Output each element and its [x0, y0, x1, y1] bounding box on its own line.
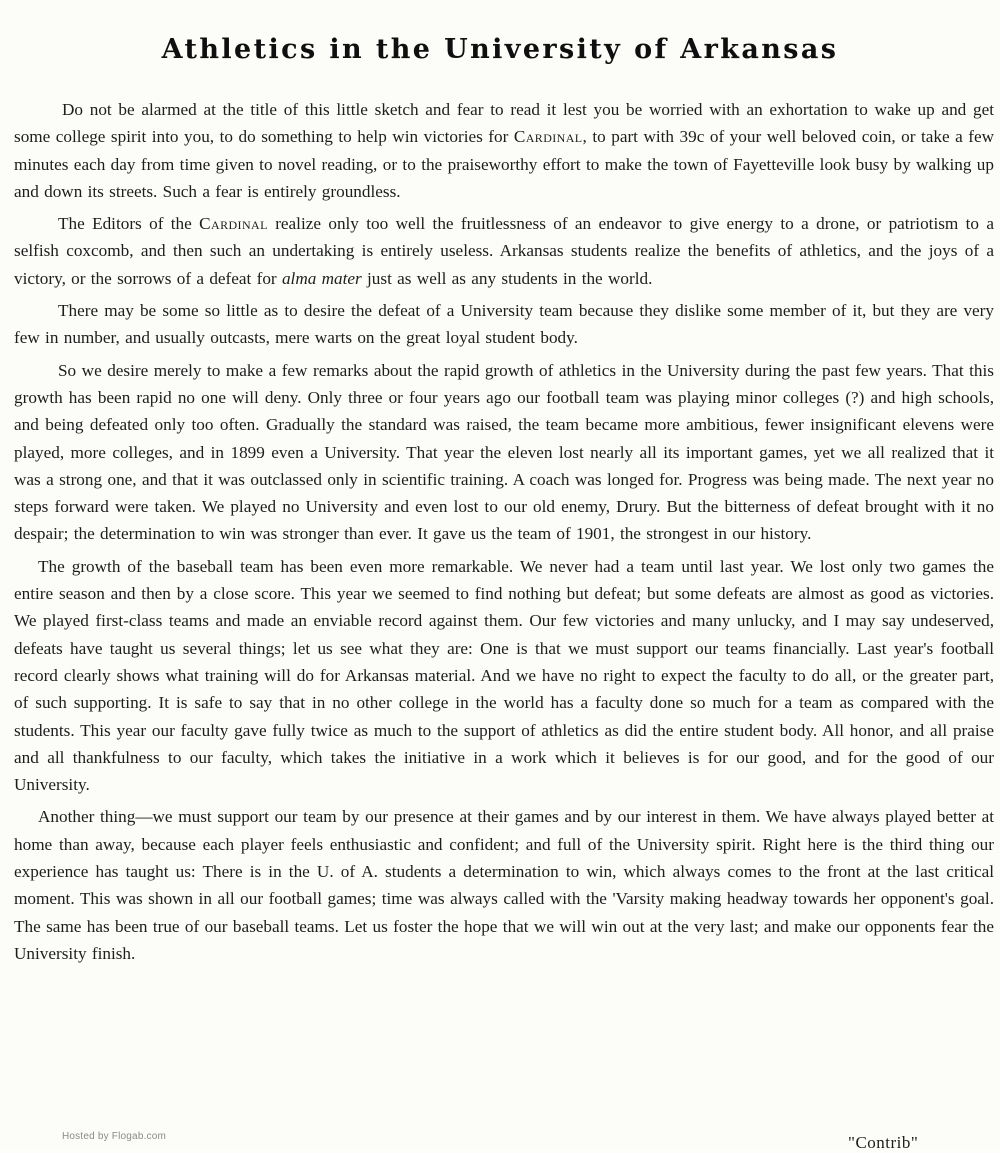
- hosting-watermark: Hosted by Flogab.com: [62, 1131, 167, 1142]
- article-body: [14, 96, 994, 972]
- paragraph-1: [14, 96, 994, 205]
- author-signature: "Contrib": [848, 1133, 919, 1152]
- paragraph-2-alma-mater: alma mater: [281, 268, 362, 288]
- paragraph-1-cardinal: Cardinal: [513, 127, 583, 147]
- paragraph-2-text-a: The Editors of the: [58, 214, 200, 234]
- paragraph-4: So we desire merely to make a few remarks about the rapid growth of athletics in the University during the past few years. That this growth has been rapid no one will deny. Only three or four years ago our football team was playing minor colleges (?) and high schools, and being defeated only too often. Gradually the standard was raised, the team became more ambitious, fewer insignificant elevens were played, more colleges, and in 1899 even a University. That year the eleven lost nearly all its important games, yet we all realized that it was a strong one, and that it was outclassed only in scientific training. A coach was longed for. Progress was being made. The next year no steps forward were taken. We played no University and even lost to our old enemy, Drury. But the bitterness of defeat brought with it no despair; the determination to win was stronger than ever. It gave us the team of 1901, the strongest in our history.: [14, 360, 994, 544]
- paragraph-6: Another thing—we must support our team by our presence at their games and by our interest in them. We have always played better at home than away, because each player feels enthusiastic and confident; and full of the University spirit. Right here is the third thing our experience has taught us: There is in the U. of A. students a determination to win, which always comes to the front at the last critical moment. This was shown in all our football games; time was always called with the 'Varsity making headway towards her opponent's goal. The same has been true of our baseball teams. Let us foster the hope that we will win out at the very last; and make our opponents fear the University finish.: [14, 807, 994, 963]
- paragraph-2-text-b: realize only too well the fruitlessness of an endeavor to give energy to a drone, or patriotism to a selfish coxcomb, and then such an undertaking is entirely useless. Arkansas students realize the benefits of athletics, and the joys of a victory, or the sorrows of a defeat for: [14, 214, 995, 288]
- paragraph-2-text-c: just as well as any students in the world.: [361, 268, 653, 288]
- paragraph-2-cardinal: Cardinal: [199, 214, 268, 234]
- paragraph-3: There may be some so little as to desire the defeat of a University team because they dislike some member of it, but they are very few in number, and usually outcasts, mere warts on the great loyal student body.: [14, 301, 994, 348]
- paragraph-1-text-a: Do not be alarmed at the title of this little sketch and fear to read it lest you be worried with an exhortation to wake up and get some college spirit into you, to do something to help win victories for: [14, 100, 994, 147]
- paragraph-2: [14, 210, 994, 292]
- page-title: Athletics in the University of Arkansas: [161, 34, 839, 65]
- paragraph-1-text-b: , to part with 39c of your well beloved coin, or take a few minutes each day from time given to novel reading, or to the praiseworthy effort to make the town of Fayetteville look busy by walking up and down its streets. Such a fear is entirely groundless.: [14, 127, 995, 201]
- paragraph-5: The growth of the baseball team has been even more remarkable. We never had a team until last year. We lost only two games the entire season and then by a close score. This year we seemed to find nothing but defeat; but some defeats are almost as good as victories. We played first-class teams and made an enviable record against them. Our few victories and many unlucky, and I may say undeserved, defeats have taught us several things; let us see what they are: One is that we must support our teams financially. Last year's football record clearly shows what training will do for Arkansas material. And we have no right to expect the faculty to do all, or the greater part, of such supporting. It is safe to say that in no other college in the world has a faculty done so much for a team as compared with the students. This year our faculty gave fully twice as much to the support of athletics as did the entire student body. All honor, and all praise and all thankfulness to our faculty, which takes the initiative in a work which it believes is for our good, and for the good of our University.: [14, 556, 994, 795]
